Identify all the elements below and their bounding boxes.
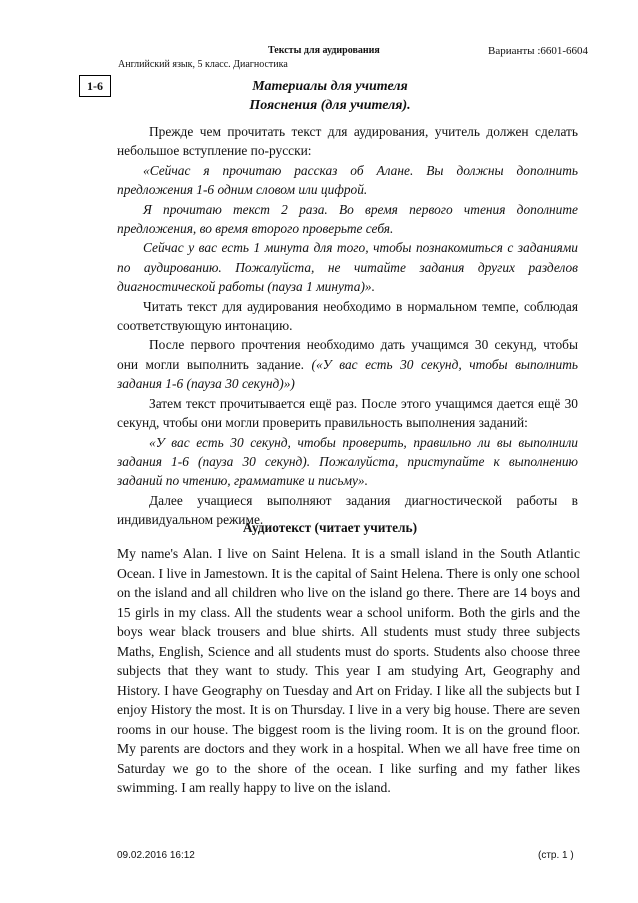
instruction-paragraph: Затем текст прочитывается ещё раз. После этого учащимся дается ещё 30 секунд, чтобы они могли проверить правильность выполнения заданий: <box>117 395 578 431</box>
audio-heading: Аудиотекст (читает учитель) <box>242 520 418 535</box>
instruction-text: После первого прочтения необходимо дать учащимся 30 секунд, чтобы они могли выполнить задание. <box>117 337 578 372</box>
instruction-paragraph: «У вас есть 30 секунд, чтобы проверить, правильно ли вы выполнили задания 1-6 (пауза 30 секунд). Пожалуйста, приступайте к выполнению заданий по чтению, грамматике и письму». <box>117 434 578 489</box>
instruction-italic-text: («У вас есть 30 секунд, чтобы выполнить задания 1-6 (пауза 30 секунд)») <box>117 356 578 392</box>
heading-explanations: Пояснения (для учителя). <box>249 98 411 113</box>
audio-paragraph: My name's Alan. I live on Saint Helena. It is a small island in the South Atlantic Ocean. I live in Jamestown. It is the capital of Saint Helena. There is only one school on the island and all children who live on the island go there. There are 14 boys and 15 girls in my class. All the students wear a school uniform. Both the girls and the boys wear black trousers and blue shirts. All students must study three subjects Maths, English, Science and all students must do sports. Students also choose three subjects that they want to study. This year I am studying Art, Geography and History. I have Geography on Tuesday and Art on Friday. I like all the subjects but I enjoy History the most. It is on Thursday. I live in a very big house. There are seven rooms in our house. The biggest room is the living room. It is on the ground floor. My parents are doctors and they work in a hospital. When we all have free time on Saturday we go to the shore of the ocean. I like surfing and my father likes swimming. I am really happy to live on the island. <box>117 546 580 795</box>
heading-materials: Материалы для учителя <box>252 79 408 94</box>
audio-text <box>117 544 580 798</box>
footer-page-number: (стр. 1 ) <box>538 850 574 861</box>
task-label: 1-6 <box>79 75 111 97</box>
instruction-paragraph <box>117 335 578 393</box>
header-subject: Английский язык, 5 класс. Диагностика <box>118 59 288 70</box>
instruction-paragraph: Читать текст для аудирования необходимо в нормальном темпе, соблюдая соответствующую интонацию. <box>117 298 578 334</box>
teacher-instructions <box>117 122 578 530</box>
footer-date: 09.02.2016 16:12 <box>117 850 195 861</box>
header-variants: Варианты :6601-6604 <box>488 45 589 57</box>
instruction-paragraph: «Сейчас я прочитаю рассказ об Алане. Вы должны дополнить предложения 1-6 одним словом или цифрой. <box>117 162 578 198</box>
instruction-paragraph: Прежде чем прочитать текст для аудирования, учитель должен сделать небольшое вступление по-русски: <box>117 124 578 159</box>
instruction-paragraph: Далее учащиеся выполняют задания диагностической работы в индивидуальном режиме. <box>117 492 578 528</box>
instruction-paragraph: Я прочитаю текст 2 раза. Во время первого чтения дополните предложения, во время второго проверьте себя. <box>117 201 578 237</box>
header-title: Тексты для аудирования <box>268 45 380 56</box>
instruction-paragraph: Сейчас у вас есть 1 минута для того, чтобы познакомиться с заданиями по аудированию. Пожалуйста, не читайте задания других разделов диагностической работы (пауза 1 минута)». <box>117 240 578 295</box>
